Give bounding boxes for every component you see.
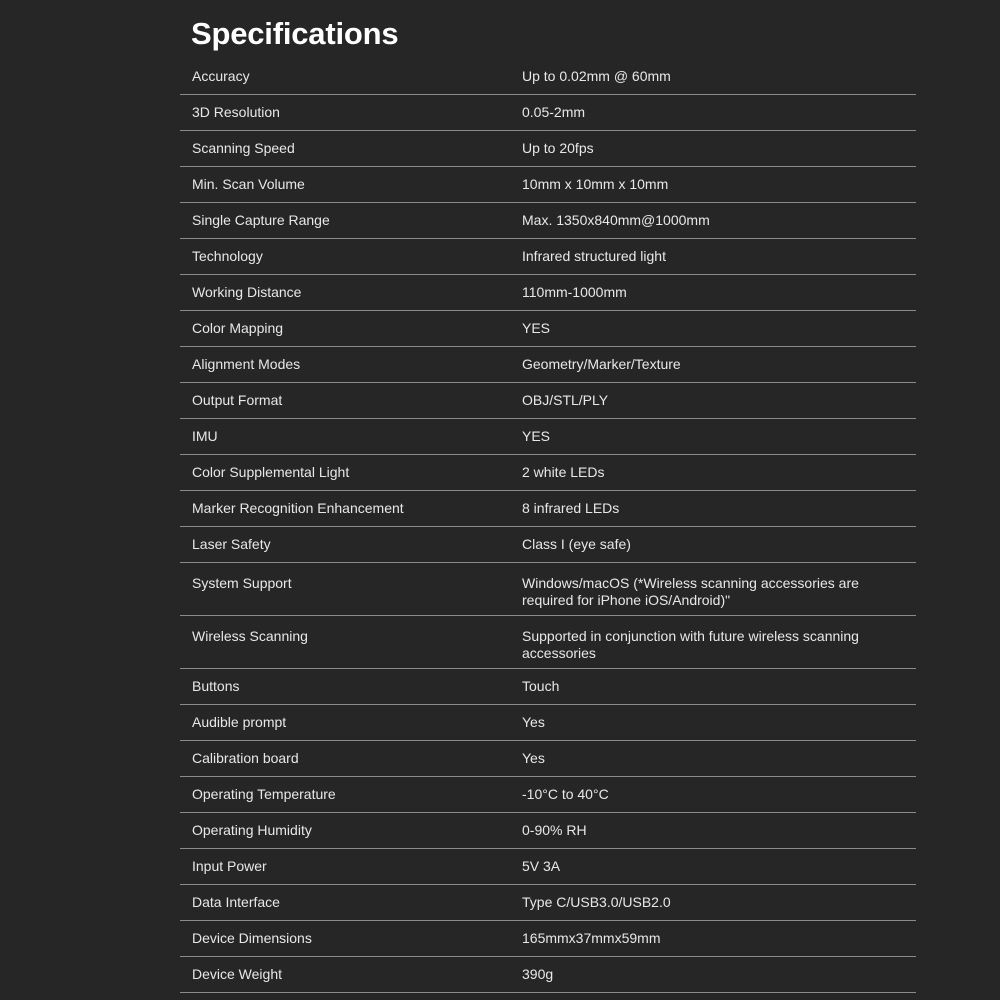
spec-value: 8 infrared LEDs xyxy=(522,500,620,516)
spec-value: 0-90% RH xyxy=(522,822,587,838)
spec-row xyxy=(180,849,916,885)
spec-label: Buttons xyxy=(192,678,240,694)
spec-label: System Support xyxy=(192,575,292,591)
spec-label: Output Format xyxy=(192,392,283,408)
spec-value: 2 white LEDs xyxy=(522,464,605,480)
spec-label: Calibration board xyxy=(192,750,299,766)
spec-row xyxy=(180,921,916,957)
spec-value: Max. 1350x840mm@1000mm xyxy=(522,212,710,228)
spec-row xyxy=(180,563,916,616)
spec-label: Data Interface xyxy=(192,894,280,910)
spec-value: Yes xyxy=(522,714,545,730)
spec-value: Yes xyxy=(522,750,545,766)
spec-row xyxy=(180,239,916,275)
spec-table xyxy=(180,59,916,993)
spec-value: 390g xyxy=(522,966,554,982)
spec-row xyxy=(180,131,916,167)
spec-row xyxy=(180,275,916,311)
spec-value: Supported in conjunction with future wireless scanning accessories xyxy=(522,628,859,661)
spec-row xyxy=(180,59,916,95)
spec-label: IMU xyxy=(192,428,218,444)
spec-label: Input Power xyxy=(192,858,267,874)
spec-value: OBJ/STL/PLY xyxy=(522,392,609,408)
spec-row xyxy=(180,669,916,705)
spec-label: Device Weight xyxy=(192,966,283,982)
spec-row xyxy=(180,383,916,419)
spec-label: Laser Safety xyxy=(192,536,271,552)
spec-value: YES xyxy=(522,320,551,336)
spec-value: Type C/USB3.0/USB2.0 xyxy=(522,894,671,910)
spec-label: Scanning Speed xyxy=(192,140,295,156)
spec-value: Touch xyxy=(522,678,560,694)
spec-label: 3D Resolution xyxy=(192,104,280,120)
spec-value: -10°C to 40°C xyxy=(522,786,609,802)
spec-value: 10mm x 10mm x 10mm xyxy=(522,176,669,192)
spec-value: Up to 20fps xyxy=(522,140,594,156)
spec-value: 165mmx37mmx59mm xyxy=(522,930,661,946)
spec-row xyxy=(180,885,916,921)
spec-label: Operating Temperature xyxy=(192,786,336,802)
spec-row xyxy=(180,491,916,527)
spec-value: YES xyxy=(522,428,551,444)
spec-value: 0.05-2mm xyxy=(522,104,586,120)
spec-label: Min. Scan Volume xyxy=(192,176,305,192)
spec-row xyxy=(180,347,916,383)
spec-label: Color Supplemental Light xyxy=(192,464,350,480)
spec-label: Alignment Modes xyxy=(192,356,301,372)
spec-row xyxy=(180,777,916,813)
spec-row xyxy=(180,167,916,203)
spec-row xyxy=(180,419,916,455)
spec-label: Accuracy xyxy=(192,68,250,84)
spec-value: 5V 3A xyxy=(522,858,561,874)
spec-value: Infrared structured light xyxy=(522,248,666,264)
spec-row xyxy=(180,705,916,741)
spec-row xyxy=(180,813,916,849)
spec-value: Windows/macOS (*Wireless scanning accessories are required for iPhone iOS/Android)" xyxy=(522,575,859,608)
spec-value: Geometry/Marker/Texture xyxy=(522,356,681,372)
spec-label: Device Dimensions xyxy=(192,930,312,946)
spec-label: Single Capture Range xyxy=(192,212,330,228)
spec-value: Up to 0.02mm @ 60mm xyxy=(522,68,671,84)
spec-row xyxy=(180,203,916,239)
spec-row xyxy=(180,95,916,131)
spec-label: Technology xyxy=(192,248,263,264)
spec-row xyxy=(180,741,916,777)
spec-label: Color Mapping xyxy=(192,320,284,336)
spec-value: 110mm-1000mm xyxy=(522,284,627,300)
spec-label: Audible prompt xyxy=(192,714,287,730)
spec-row xyxy=(180,616,916,669)
spec-value: Class I (eye safe) xyxy=(522,536,631,552)
spec-label: Marker Recognition Enhancement xyxy=(192,500,404,516)
spec-row xyxy=(180,957,916,993)
spec-label: Working Distance xyxy=(192,284,302,300)
spec-row xyxy=(180,311,916,347)
spec-label: Wireless Scanning xyxy=(192,628,308,644)
spec-label: Operating Humidity xyxy=(192,822,312,838)
spec-row xyxy=(180,527,916,563)
page-title: Specifications xyxy=(191,16,399,51)
spec-row xyxy=(180,455,916,491)
